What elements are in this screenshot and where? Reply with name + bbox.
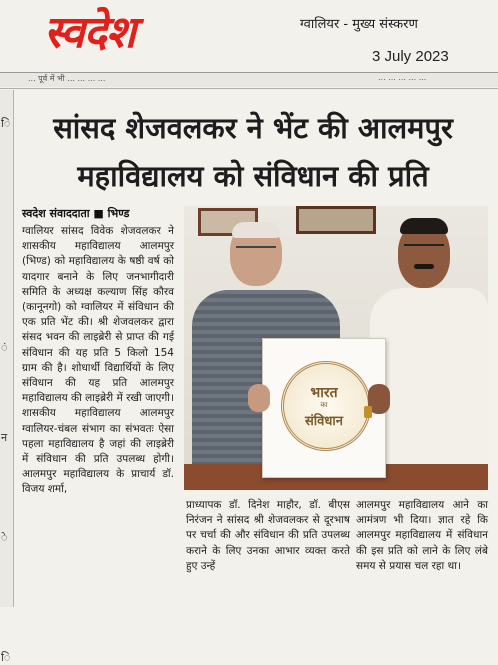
man-left-glasses bbox=[236, 246, 276, 256]
article-column-2: प्राध्यापक डॉ. दिनेश माहौर, डॉ. बीएस निरंजन ने सांसद श्री शेजवलकर से दूरभाष पर चर्चा की और संविधान की प्रति उपलब्ध कराने के लिए उनका आभार व्यक्त करते हुए उन्हें bbox=[186, 499, 350, 572]
article-byline: स्वदेश संवाददाता ■ भिण्ड bbox=[22, 207, 130, 220]
edition-label: ग्वालियर - मुख्य संस्करण bbox=[300, 17, 418, 32]
edge-glyph: ं bbox=[1, 341, 8, 354]
previous-article-strip bbox=[0, 73, 498, 87]
man-right-moustache bbox=[414, 264, 434, 269]
edge-glyph: न bbox=[1, 431, 8, 444]
headline-line-2: महाविद्यालय को संविधान की प्रति bbox=[77, 159, 429, 193]
strip-text-right: ... ... ... ... ... bbox=[378, 73, 427, 82]
edge-glyph: ि bbox=[1, 117, 11, 130]
article-photo bbox=[184, 206, 488, 490]
edition-date: 3 July 2023 bbox=[372, 48, 449, 65]
left-edge-fragment bbox=[0, 90, 14, 664]
hand-left bbox=[248, 384, 270, 412]
edge-glyph: ि bbox=[1, 651, 11, 664]
edge-glyph: े bbox=[1, 531, 8, 544]
strip-text-left: ... पूर्व में भी ... ... ... ... bbox=[28, 74, 106, 83]
wristwatch bbox=[364, 406, 372, 418]
book-title-bottom: संविधान bbox=[305, 414, 343, 429]
article-column-3: आलमपुर महाविद्यालय आने का आमंत्रण भी दिया। ज्ञात रहे कि आलमपुर महाविद्यालय में संविधान की इस प्रति को लाने के लिए लंबे समय से प्रयास चल रहा था। bbox=[356, 499, 488, 572]
man-right-glasses bbox=[404, 244, 444, 254]
man-right-hair bbox=[400, 218, 448, 234]
strip-divider bbox=[0, 88, 498, 89]
newspaper-logo: स्वदेश bbox=[44, 7, 135, 58]
man-right-shirt bbox=[370, 288, 488, 480]
book-title-mid: का bbox=[320, 401, 328, 409]
article-headline bbox=[18, 104, 488, 200]
man-left-hair bbox=[232, 222, 280, 238]
book-title-top: भारत bbox=[310, 385, 338, 401]
headline-line-1: सांसद शेजवलकर ने भेंट की आलमपुर bbox=[53, 111, 453, 145]
article-column-1: ग्वालियर सांसद विवेक शेजवलकर ने शासकीय महाविद्यालय आलमपुर (भिण्ड) को महाविद्यालय के षष्ठी वर्ष को यादगार बनाने के लिए जनभागीदारी समिति के अध्यक्ष कल्याण सिंह कौरव (कानूनगो) को ग्वालियर में संविधान की एक प्रति भेंट की। श्री शेजवलकर द्वारा संसद भवन की लाइब्रेरी से प्राप्त की गई संविधान की यह प्रति 5 किलो 154 ग्राम की है। शोधार्थी विद्यार्थियों के लिए संविधान की यह प्रति आलमपुर महाविद्यालय की लाइब्रेरी में रखी जाएगी। शासकीय महाविद्यालय आलमपुर ग्वालियर-चंबल संभाग का संभवतः ऐसा पहला महाविद्यालय है जहां की लाइब्रेरी में संविधान की प्रति उपलब्ध होगी। आलमपुर महाविद्यालय के प्राचार्य डॉ. विजय शर्मा, bbox=[22, 225, 174, 496]
edge-column-rule bbox=[13, 90, 14, 607]
wall-frame-right bbox=[296, 206, 376, 234]
